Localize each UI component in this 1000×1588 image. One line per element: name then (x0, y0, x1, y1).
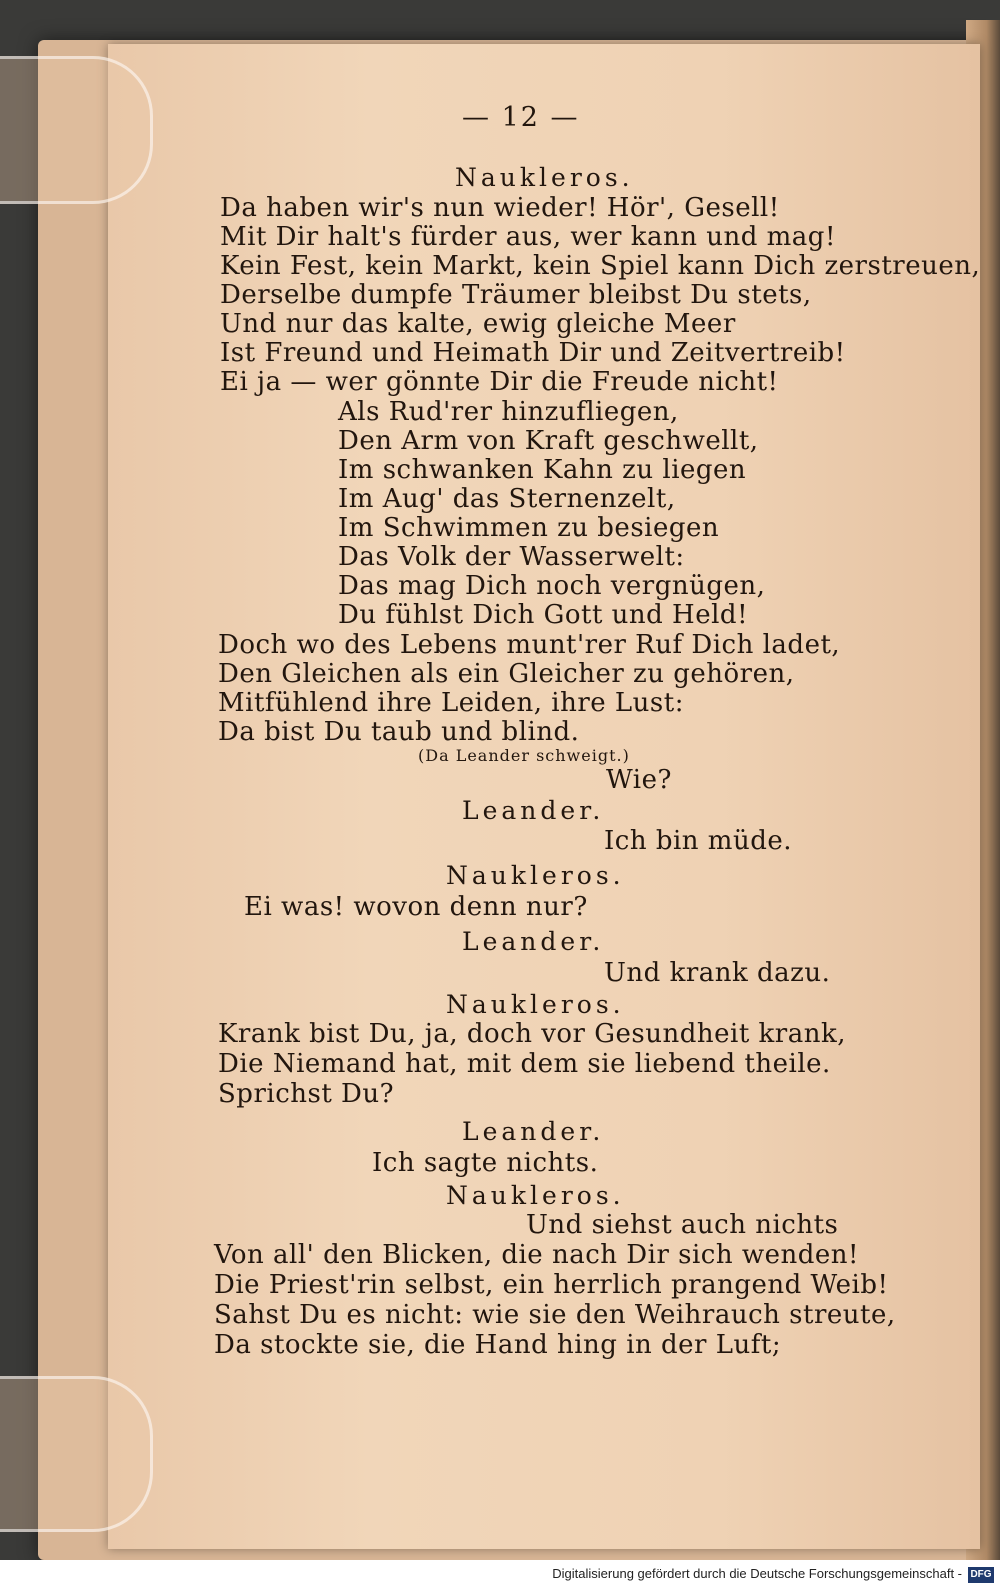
speaker-heading: Leander. (462, 1117, 605, 1146)
verse-line: Krank bist Du, ja, doch vor Gesundheit krank, (218, 1019, 846, 1049)
verse-line: Die Priest'rin selbst, ein herrlich prangend Weib! (214, 1270, 889, 1300)
verse-line: Ei ja — wer gönnte Dir die Freude nicht! (220, 367, 779, 397)
verse-line: Und nur das kalte, ewig gleiche Meer (220, 309, 736, 339)
verse-line: Den Arm von Kraft geschwellt, (338, 426, 759, 456)
verse-line: Ich bin müde. (604, 826, 793, 856)
verse-line: Im schwanken Kahn zu liegen (338, 455, 747, 485)
speaker-heading: Naukleros. (446, 990, 625, 1019)
verse-line: Ich sagte nichts. (372, 1148, 599, 1178)
speaker-heading: Leander. (462, 796, 605, 825)
verse-line: Das Volk der Wasserwelt: (338, 542, 685, 572)
speaker-heading: Naukleros. (446, 861, 625, 890)
verse-line: Derselbe dumpfe Träumer bleibst Du stets, (220, 280, 812, 310)
verse-line: Wie? (606, 765, 672, 795)
verse-line: Mit Dir halt's fürder aus, wer kann und mag! (220, 222, 836, 252)
verse-line: Da haben wir's nun wieder! Hör', Gesell! (220, 193, 780, 223)
verse-line: Und krank dazu. (604, 958, 831, 988)
verse-line: Kein Fest, kein Markt, kein Spiel kann Dich zerstreuen, (220, 251, 981, 281)
verse-line: Als Rud'rer hinzufliegen, (338, 397, 679, 427)
verse-line: Ist Freund und Heimath Dir und Zeitvertreib! (220, 338, 846, 368)
speaker-heading: Naukleros. (455, 163, 634, 192)
verse-line: Da stockte sie, die Hand hing in der Luft; (214, 1330, 782, 1360)
verse-line: Im Schwimmen zu besiegen (338, 513, 720, 543)
verse-line: Sprichst Du? (218, 1079, 395, 1109)
verse-line: Doch wo des Lebens munt'rer Ruf Dich ladet, (218, 630, 841, 660)
verse-line: Den Gleichen als ein Gleicher zu gehören, (218, 659, 795, 689)
verse-line: Von all' den Blicken, die nach Dir sich wenden! (214, 1240, 859, 1270)
funding-credit: Digitalisierung gefördert durch die Deutsche Forschungsgemeinschaft - (552, 1566, 962, 1581)
speaker-heading: Naukleros. (446, 1181, 625, 1210)
stage-direction: (Da Leander schweigt.) (418, 746, 630, 765)
dfg-logo: DFG (968, 1567, 994, 1583)
verse-line: Und siehst auch nichts (526, 1210, 839, 1240)
verse-line: Ei was! wovon denn nur? (244, 892, 588, 922)
digitization-footer (0, 1560, 1000, 1588)
verse-line: Die Niemand hat, mit dem sie liebend theile. (218, 1049, 831, 1079)
verse-line: Sahst Du es nicht: wie sie den Weihrauch streute, (214, 1300, 896, 1330)
verse-line: Da bist Du taub und blind. (218, 717, 580, 747)
verse-line: Das mag Dich noch vergnügen, (338, 571, 766, 601)
page-number: — 12 — (462, 102, 580, 133)
verse-line: Mitfühlend ihre Leiden, ihre Lust: (218, 688, 684, 718)
verse-line: Du fühlst Dich Gott und Held! (338, 600, 749, 630)
verse-line: Im Aug' das Sternenzelt, (338, 484, 676, 514)
speaker-heading: Leander. (462, 927, 605, 956)
